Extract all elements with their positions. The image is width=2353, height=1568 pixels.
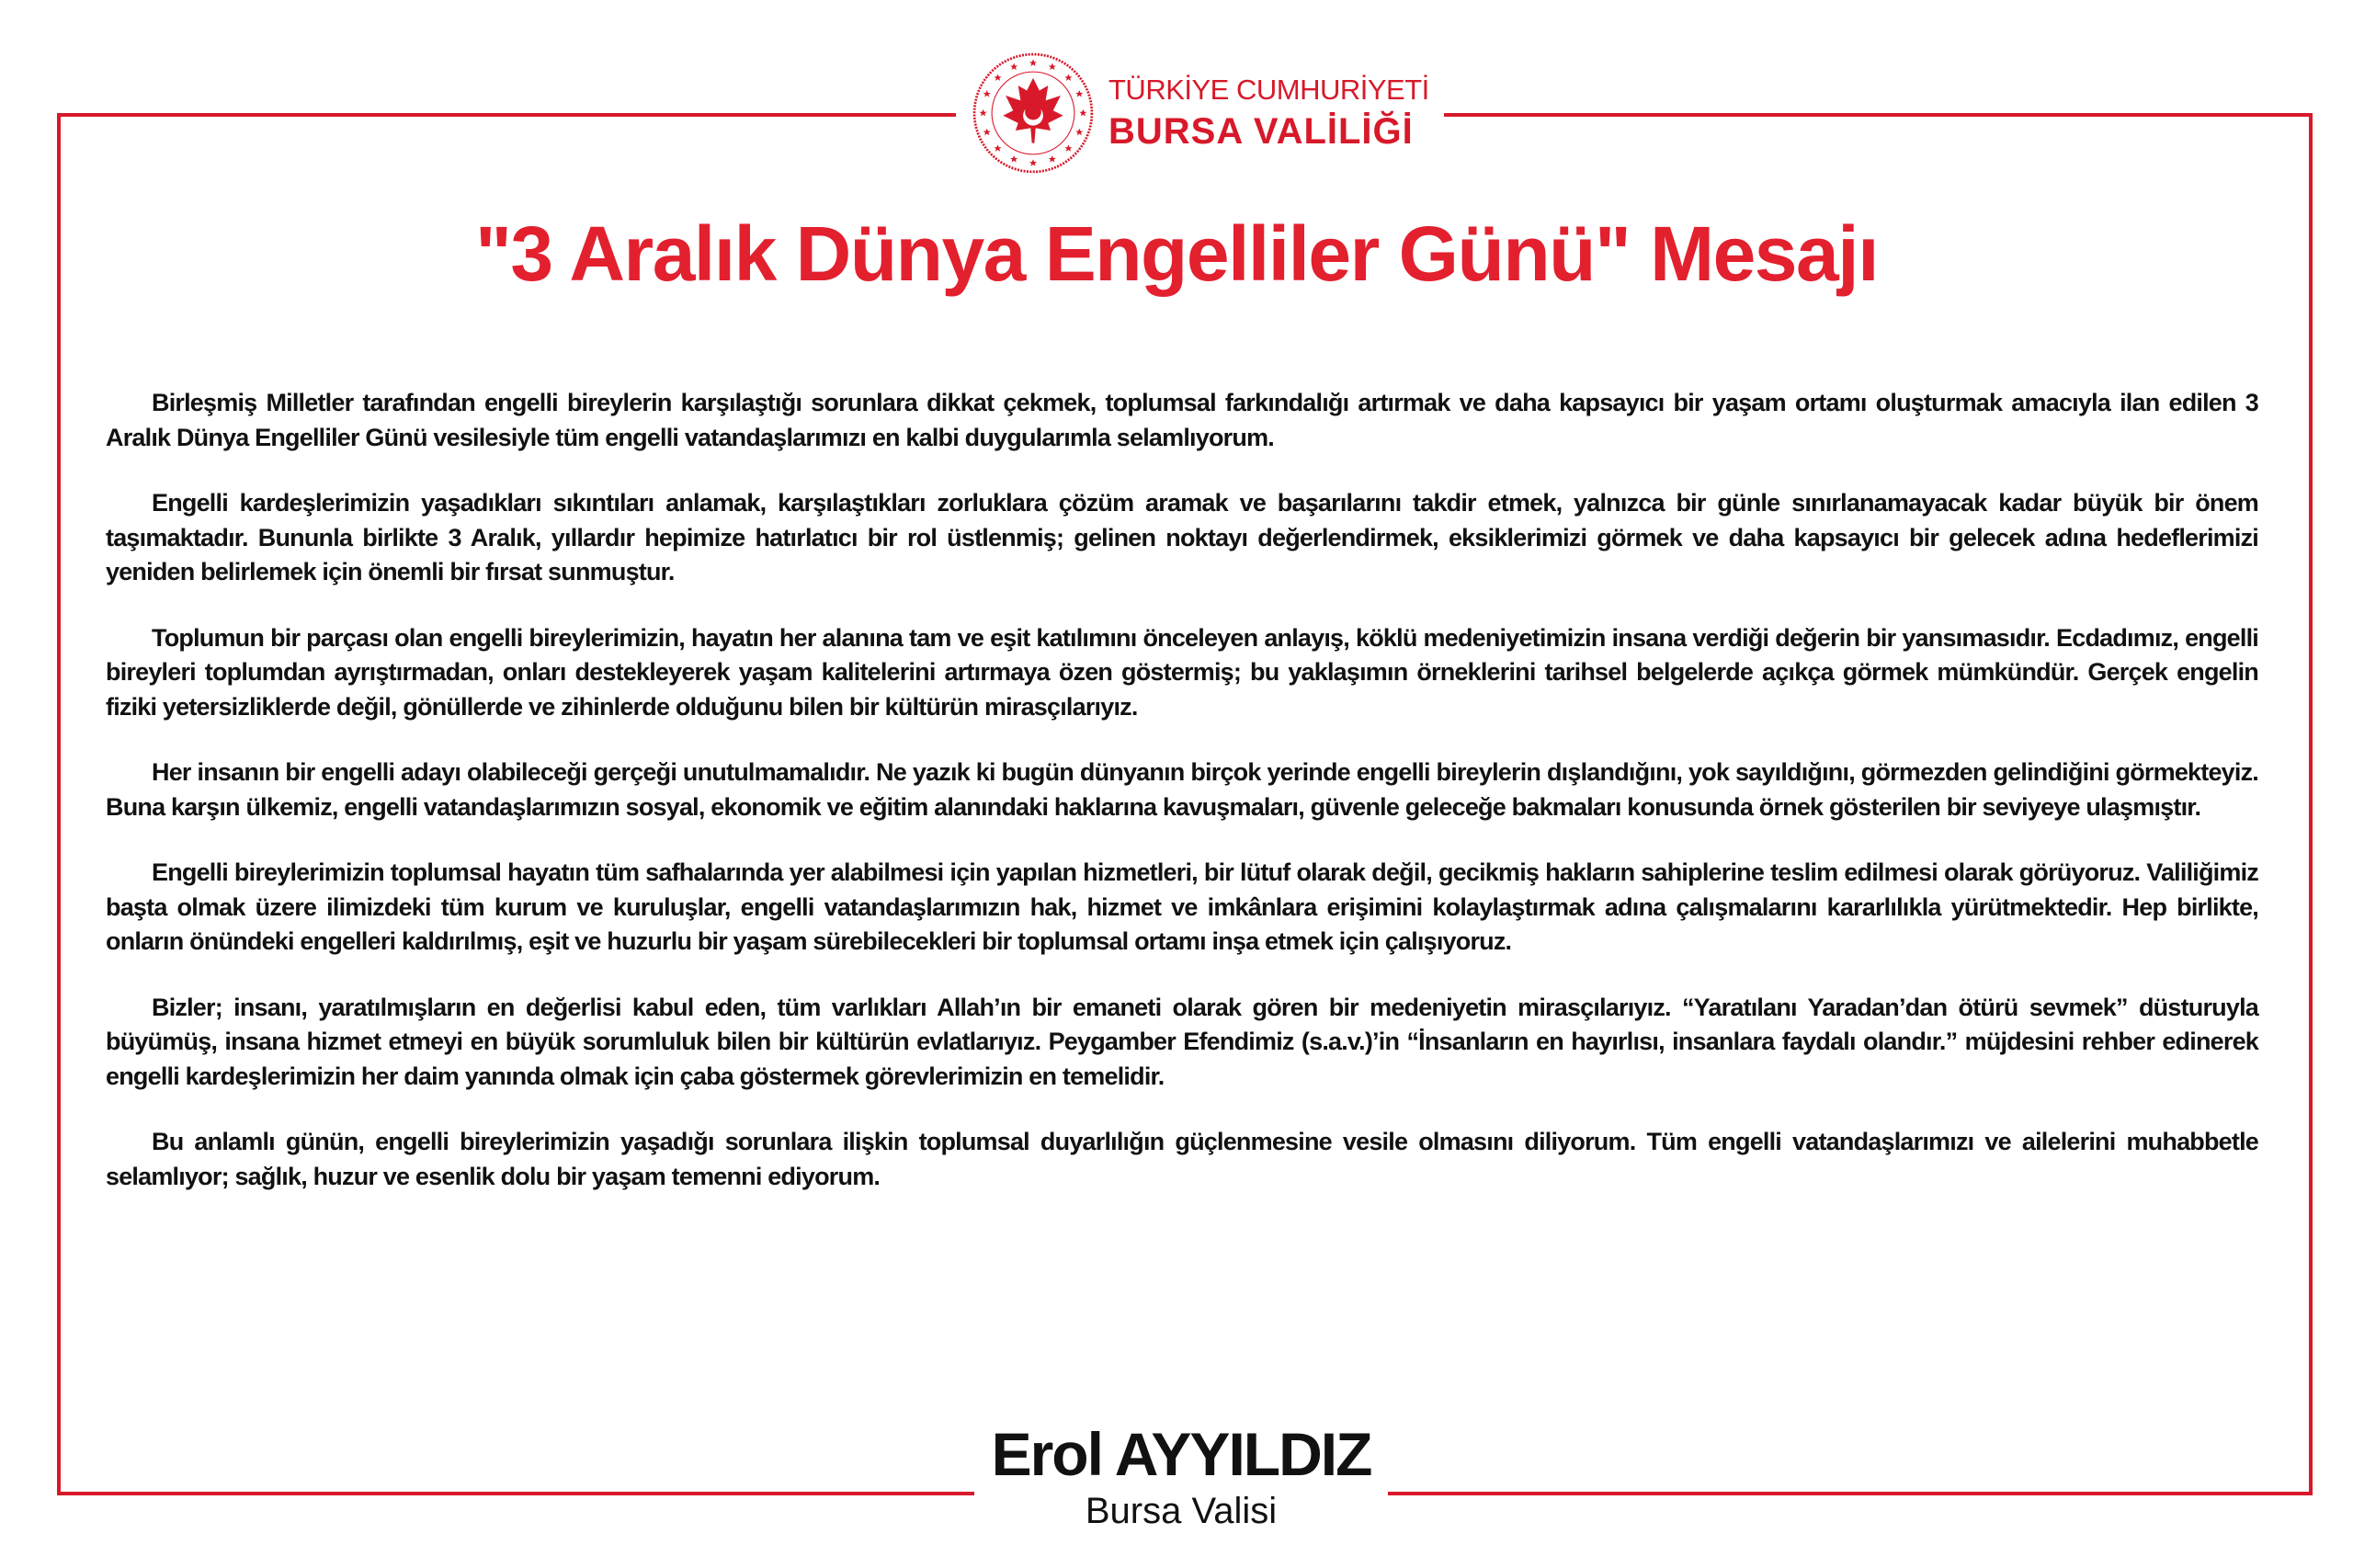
signature-block [974,1421,1388,1532]
message-body [106,386,2258,1225]
seal-star-icon [1029,159,1037,165]
state-seal-icon [971,51,1096,176]
paragraph: Engelli bireylerimizin toplumsal hayatın tüm safhalarında yer alabilmesi için yapılan hizmetleri, bir lütuf olarak değil, gecikmiş hakların sahiplerine teslim edilmesi olarak görüyoruz. Valiliğimiz başta olmak üzere ilimizdeki tüm kurum ve kuruluşlar, engelli vatandaşlarımızın hak, hizmet ve imkânlara erişimini kolaylaştırmak adına çalışmalarını kararlılıkla yürütmektedir. Hep birlikte, onların önündeki engelleri kaldırılmış, eşit ve huzurlu bir yaşam sürebilecekleri bir toplumsal ortamı inşa etmek için çalışıyoruz. [106,858,2258,955]
header-logo [956,44,1444,182]
paragraph: Her insanın bir engelli adayı olabileceği gerçeği unutulmamalıdır. Ne yazık ki bugün dünyanın birçok yerinde engelli bireylerin dışlandığını, yok sayıldığını, görmezden gelindiğini görmekteyiz. Buna karşın ülkemiz, engelli vatandaşlarımızın sosyal, ekonomik ve eğitim alanındaki haklarına kavuşmaları, güvenle geleceğe bakmaları konusunda örnek gösterilen bir seviyeye ulaşmıştır. [106,758,2258,821]
seal-star-icon [1010,155,1017,162]
seal-star-icon [983,90,991,97]
seal-star-icon [1010,63,1017,70]
seal-star-icon [1064,144,1072,151]
seal-star-icon [1075,129,1083,135]
seal-star-icon [994,144,1001,151]
paragraph: Birleşmiş Milletler tarafından engelli bireylerin karşılaştığı sorunlara dikkat çekmek, toplumsal farkındalığı artırmak ve daha kapsayıcı bir yaşam ortamı oluşturmak amacıyla ilan edilen 3 Aralık Dünya Engelliler Günü vesilesiyle tüm engelli vatandaşlarımızı en kalbi duygularımla selamlıyorum. [106,389,2258,451]
signatory-name: Erol AYYILDIZ [991,1420,1371,1488]
seal-star-icon [1064,74,1072,80]
paragraph: Toplumun bir parçası olan engelli bireylerimizin, hayatın her alanına tam ve eşit katılımını önceleyen anlayış, köklü medeniyetimizin insana verdiği değerin bir yansımasıdır. Ecdadımız, engelli bireyleri toplumdan ayrıştırmadan, onları destekleyerek yaşam kalitelerini artırmaya özen göstermiş; bu yaklaşımın örneklerini tarihsel belgelerde açıkça görmek mümkündür. Gerçek engelin fiziki yetersizliklerde değil, gönüllerde ve zihinlerde olduğunu bilen bir kültürün mirasçılarıyız. [106,623,2258,721]
paragraph: Bizler; insanı, yaratılmışların en değerlisi kabul eden, tüm varlıkları Allah’ın bir emaneti olarak gören bir medeniyetin mirasçılarıyız. “Yaratılanı Yaradan’dan ötürü sevmek” düsturuyla büyümüş, insana hizmet etmeyi en büyük sorumluluk bilen bir kültürün evlatlarıyız. Peygamber Efendimiz (s.a.v.)’in “İnsanların en hayırlısı, insanlara faydalı olandır.” müjdesini rehber edinerek engelli kardeşlerimizin her daim yanında olmak için çaba göstermek görevlerimizin en temelidir. [106,993,2258,1090]
paragraph: Engelli kardeşlerimizin yaşadıkları sıkıntıları anlamak, karşılaştıkları zorluklara çözüm aramak ve başarılarını takdir etmek, yalnızca bir günle sınırlanamayacak kadar büyük bir önem taşımaktadır. Bununla birlikte 3 Aralık, yıllardır hepimize hatırlatıcı bir rol üstlenmiş; gelinen noktayı değerlendirmek, eksiklerimizi görmek ve daha kapsayıcı bir gelecek adına hedeflerimizi yeniden belirlemek için önemli bir fırsat sunmuştur. [106,489,2258,585]
seal-star-icon [1075,90,1083,97]
seal-star-icon [980,109,987,116]
logo-line-2: BURSA VALİLİĞİ [1108,111,1414,153]
paragraph: Bu anlamlı günün, engelli bireylerimizin yaşadığı sorunlara ilişkin toplumsal duyarlılığın güçlenmesine vesile olmasını diliyorum. Tüm engelli vatandaşlarımızı ve ailelerini muhabbetle selamlıyor; sağlık, huzur ve esenlik dolu bir yaşam temenni ediyorum. [106,1128,2258,1190]
page-title: "3 Aralık Dünya Engelliler Günü" Mesajı [475,210,1878,297]
signatory-role: Bursa Valisi [1085,1490,1278,1531]
seal-star-icon [1029,60,1037,66]
seal-star-icon [1049,155,1056,162]
seal-star-icon [983,129,991,135]
logo-line-1: TÜRKİYE CUMHURİYETİ [1108,73,1429,106]
seal-star-icon [1049,63,1056,70]
seal-star-icon [994,74,1001,80]
seal-star-icon [1079,109,1086,116]
